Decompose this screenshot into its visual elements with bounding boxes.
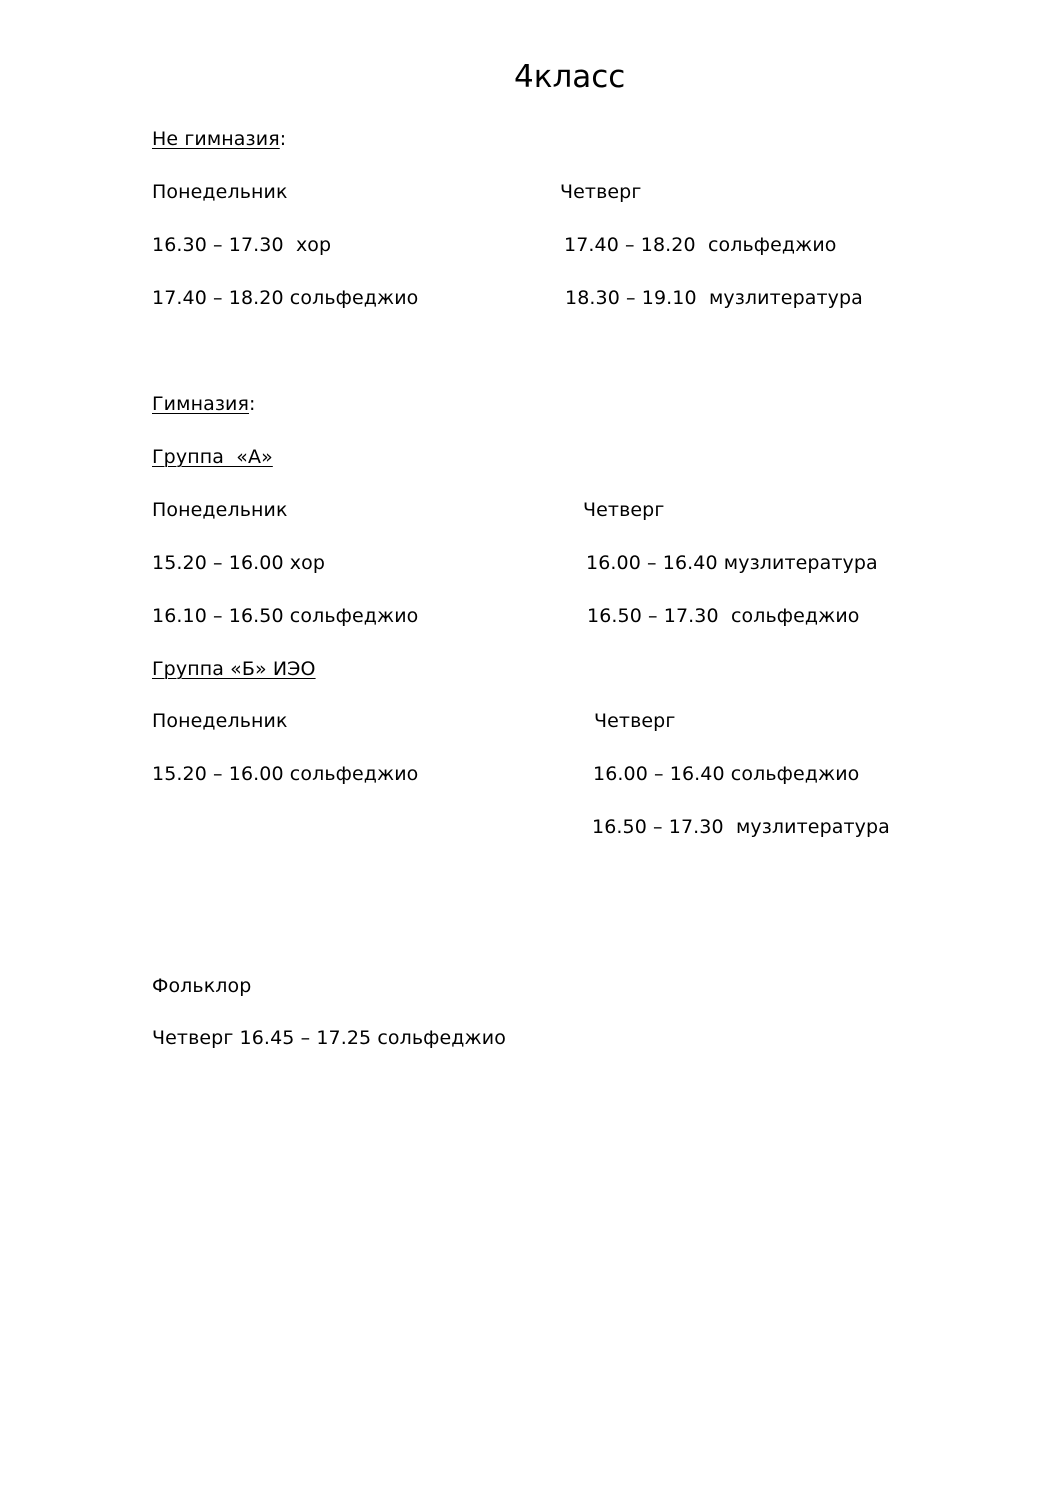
monday-label: Понедельник [152, 181, 288, 203]
heading-colon: : [279, 128, 287, 150]
thursday-lesson: 16.00 – 16.40 сольфеджио [593, 763, 860, 785]
monday-lesson: 15.20 – 16.00 сольфеджио [152, 763, 419, 785]
thursday-label: Четверг [594, 710, 676, 732]
thursday-lesson: 18.30 – 19.10 музлитература [565, 287, 863, 309]
monday-lesson: 16.30 – 17.30 хор [152, 234, 332, 256]
monday-lesson: 15.20 – 16.00 хор [152, 552, 326, 574]
group-a-heading: Группа «А» [152, 446, 273, 468]
heading-text: Не гимназия [152, 128, 280, 150]
monday-lesson: 17.40 – 18.20 сольфеджио [152, 287, 419, 309]
heading-text: Гимназия [152, 393, 250, 415]
section-heading-gymnasium [152, 392, 256, 416]
group-b-heading: Группа «Б» ИЭО [152, 658, 316, 680]
heading-colon: : [249, 393, 256, 415]
section-heading-not-gymnasium [152, 127, 286, 151]
folklore-heading: Фольклор [152, 975, 252, 997]
thursday-lesson: 16.50 – 17.30 сольфеджио [587, 605, 860, 627]
thursday-label: Четверг [583, 499, 665, 521]
page-title: 4класс [514, 59, 626, 95]
monday-label: Понедельник [152, 710, 288, 732]
thursday-lesson: 16.50 – 17.30 музлитература [592, 816, 890, 838]
monday-label: Понедельник [152, 499, 288, 521]
thursday-lesson: 17.40 – 18.20 сольфеджио [564, 234, 837, 256]
monday-lesson: 16.10 – 16.50 сольфеджио [152, 605, 419, 627]
thursday-label: Четверг [560, 181, 642, 203]
thursday-lesson: 16.00 – 16.40 музлитература [586, 552, 878, 574]
folklore-lesson: Четверг 16.45 – 17.25 сольфеджио [152, 1027, 506, 1049]
